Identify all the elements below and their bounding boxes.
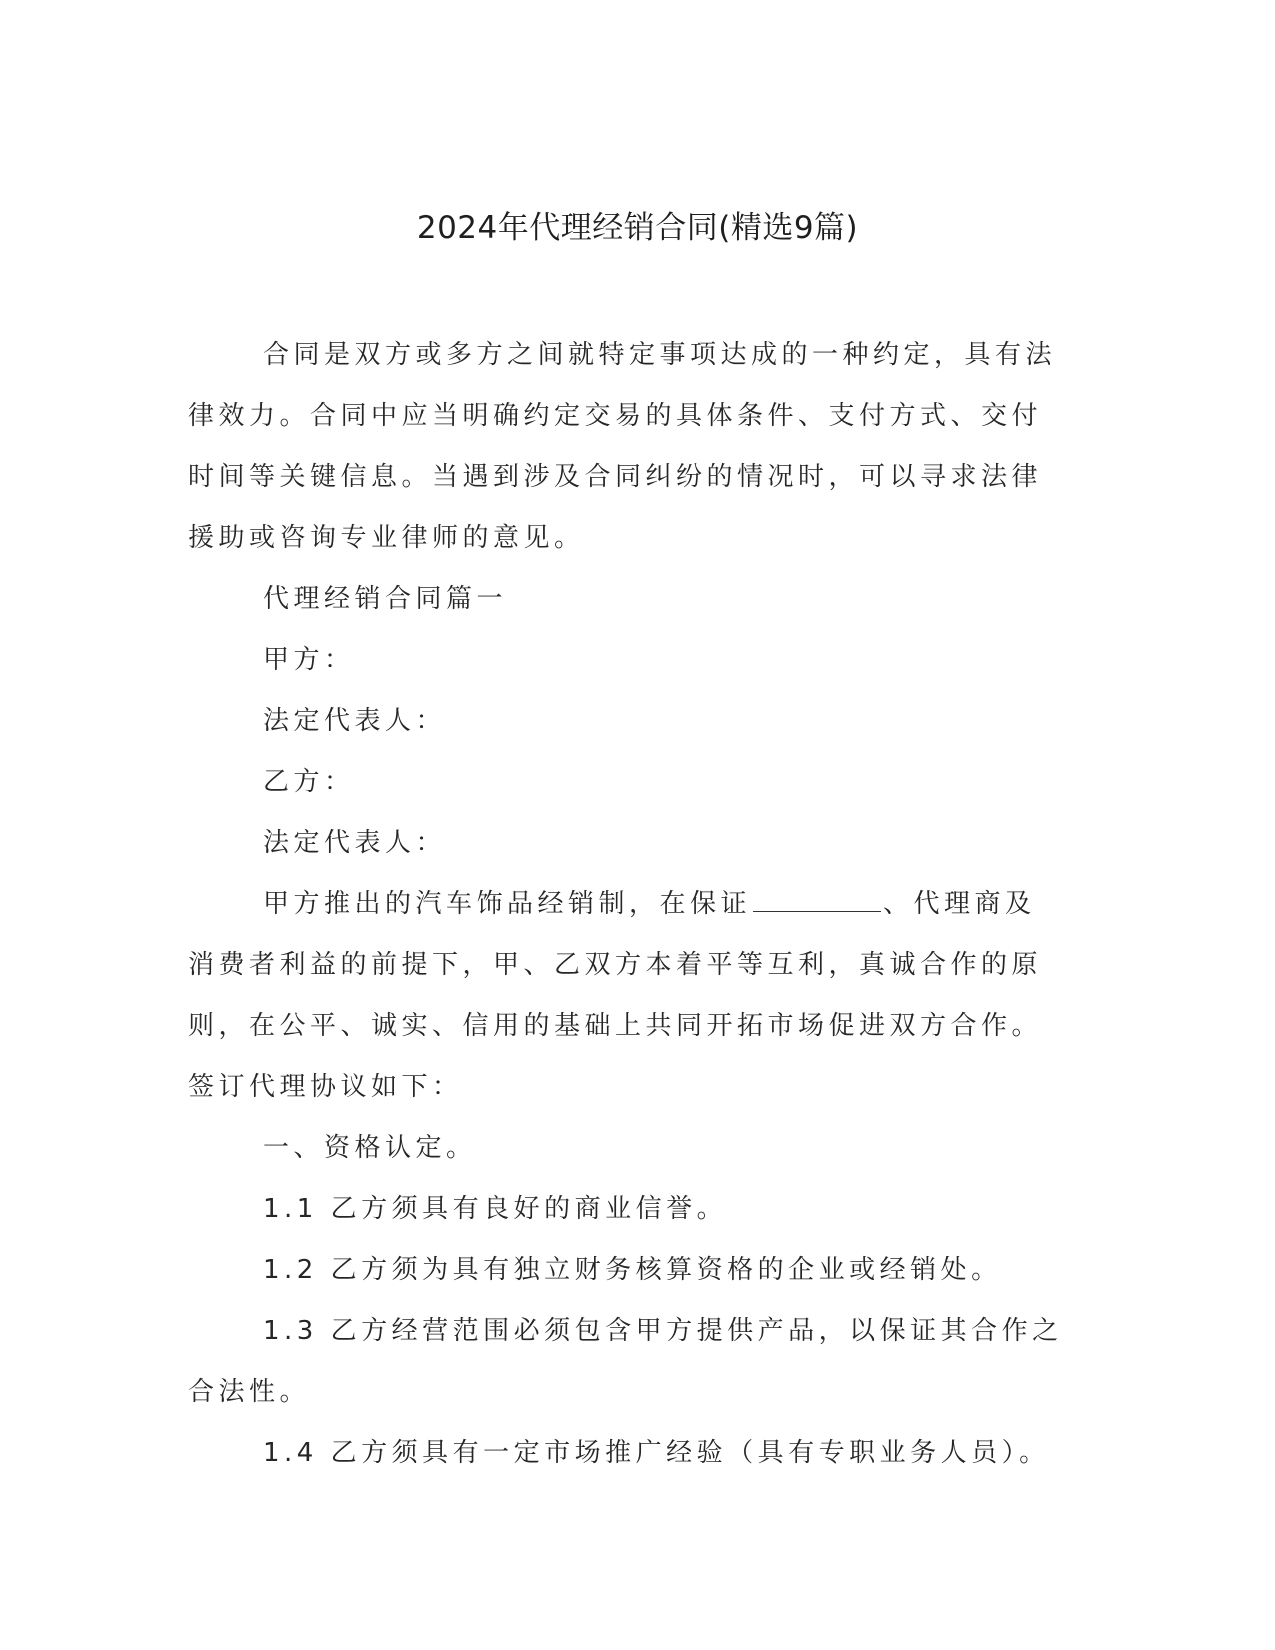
clause-1-3: 1.3 乙方经营范围必须包含甲方提供产品，以保证其合作之合法性。 [188,1316,1063,1407]
document-body [188,325,1064,1484]
party-a-representative-label: 法定代表人： [263,706,447,736]
party-b-label: 乙方： [263,767,355,797]
intro-paragraph: 合同是双方或多方之间就特定事项达成的一种约定，具有法律效力。合同中应当明确约定交易的具体条件、支付方式、交付时间等关键信息。当遇到涉及合同纠纷的情况时，可以寻求法律援助或咨询专业律师的意见。 [188,340,1057,553]
clause-1-4: 1.4 乙方须具有一定市场推广经验（具有专职业务人员）。 [263,1438,1050,1468]
party-a-label: 甲方： [263,645,355,675]
preamble-text-end: 、代理商及消费者利益的前提下，甲、乙双方本着平等互利，真诚合作的原则，在公平、诚实、信用的基础上共同开拓市场促进双方合作。签订代理协议如下： [188,889,1043,1102]
clause-1-2: 1.2 乙方须为具有独立财务核算资格的企业或经销处。 [263,1255,1002,1285]
document-title: 2024年代理经销合同(精选9篇) [416,210,859,246]
party-b-representative-label: 法定代表人： [263,828,447,858]
preamble-paragraph [188,874,1064,1118]
clause-1-1: 1.1 乙方须具有良好的商业信誉。 [263,1194,728,1224]
section-heading: 代理经销合同篇一 [263,584,508,614]
fill-in-blank [753,887,881,912]
clause-1-heading: 一、资格认定。 [263,1133,477,1163]
preamble-text-start: 甲方推出的汽车饰品经销制，在保证 [263,889,752,919]
